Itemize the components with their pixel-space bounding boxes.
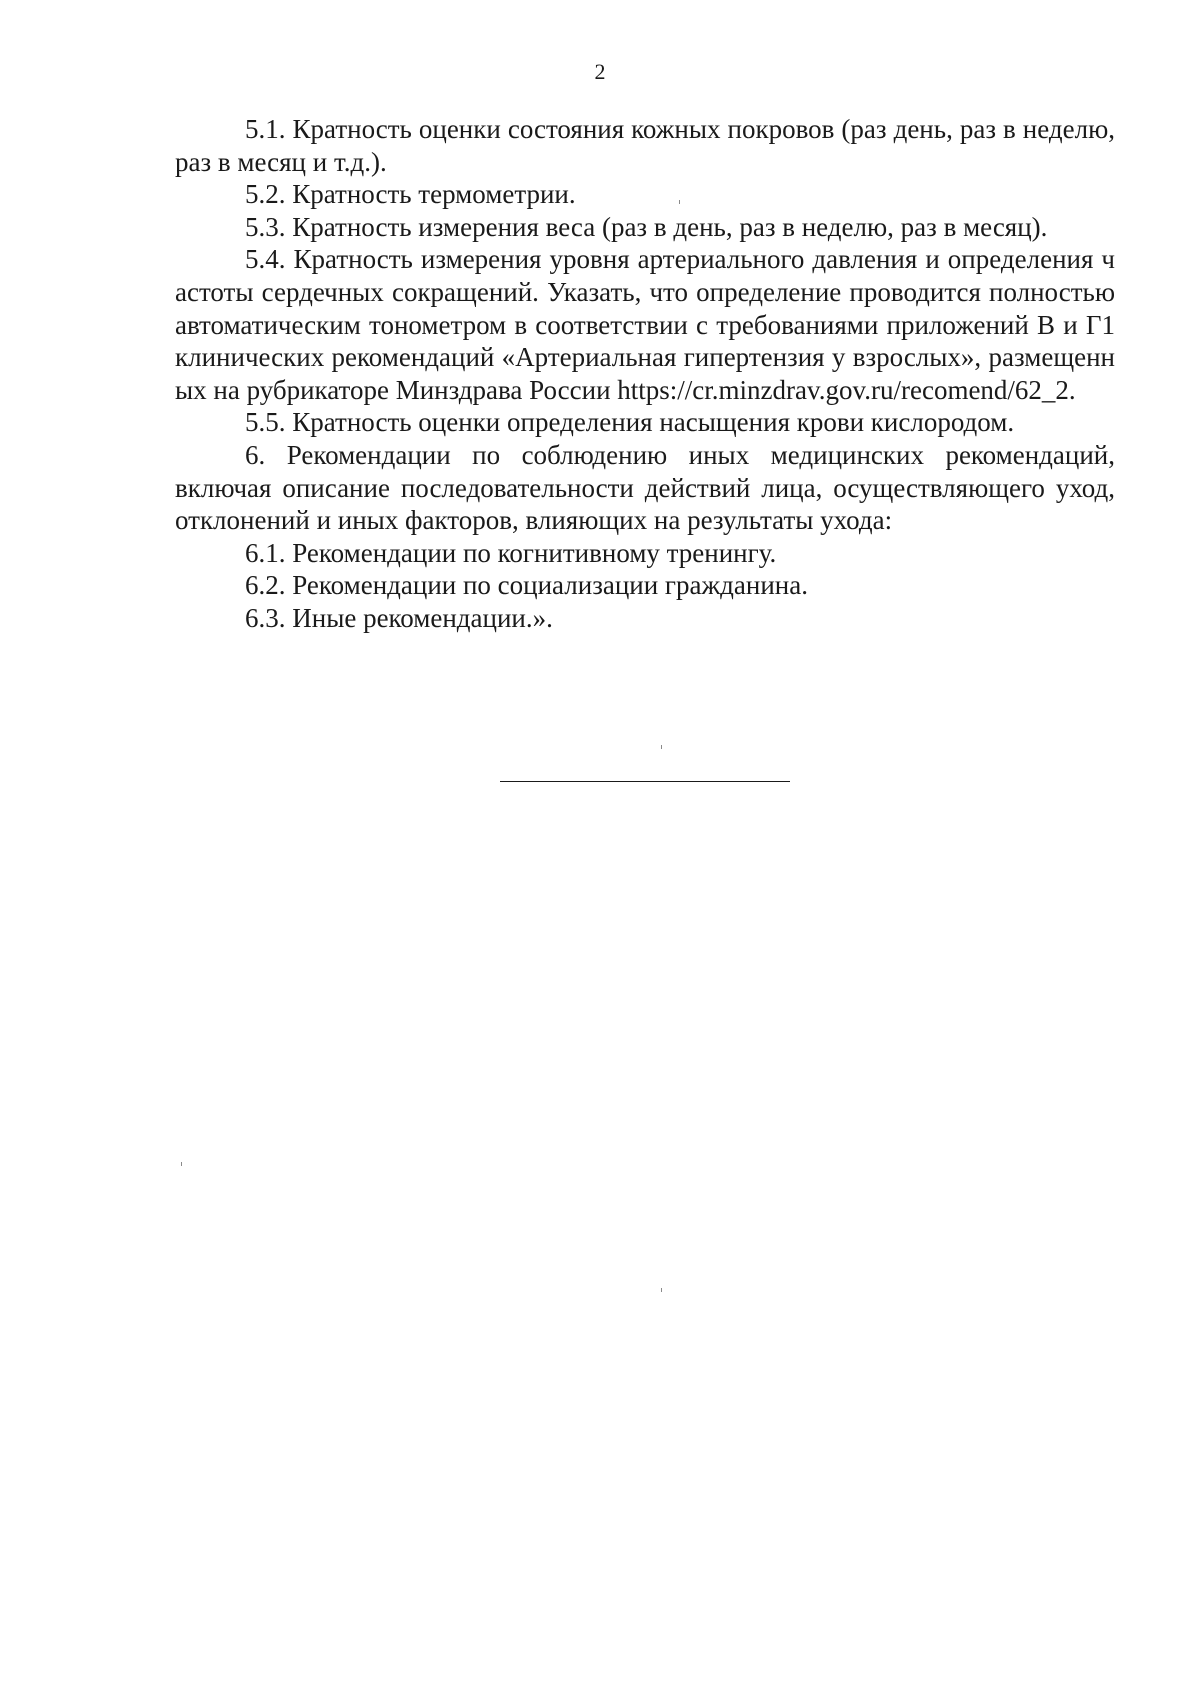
paragraph-5-3: 5.3. Кратность измерения веса (раз в день, раз в неделю, раз в месяц). <box>245 211 1048 242</box>
paragraph-6-3: 6.3. Иные рекомендации.». <box>245 602 553 633</box>
end-of-document-rule <box>500 781 790 782</box>
paragraph-6-1: 6.1. Рекомендации по когнитивному тренингу. <box>245 537 777 568</box>
page-number: 2 <box>594 59 606 84</box>
scan-speck <box>661 1288 662 1292</box>
scan-speck <box>679 200 680 204</box>
paragraph-6-2: 6.2. Рекомендации по социализации гражданина. <box>245 570 808 601</box>
paragraph-6: 6. Рекомендации по соблюдению иных медицинских рекомендаций, включая описание последовательности действий лица, осуществляющего уход, отклонений и иных факторов, влияющих на результаты ухода: <box>175 439 1115 536</box>
paragraph-5-1: 5.1. Кратность оценки состояния кожных покровов (раз день, раз в неделю, раз в месяц и т.д.). <box>175 114 1115 177</box>
paragraph-5-2: 5.2. Кратность термометрии. <box>245 179 576 210</box>
paragraph-5-5: 5.5. Кратность оценки определения насыщения крови кислородом. <box>245 407 1015 438</box>
paragraph-5-4: 5.4. Кратность измерения уровня артериального давления и определения частоты сердечных сокращений. Указать, что определение проводится полностью автоматическим тонометром в соответствии с требованиями приложений В и Г1 клинических рекомендаций «Артериальная гипертензия у взрослых», размещенных на рубрикаторе Минздрава России https://cr.minzdrav.gov.ru/recomend/62_2. <box>175 244 1115 405</box>
document-body <box>175 113 1115 635</box>
scan-speck <box>661 745 662 749</box>
scan-speck <box>181 1162 182 1166</box>
